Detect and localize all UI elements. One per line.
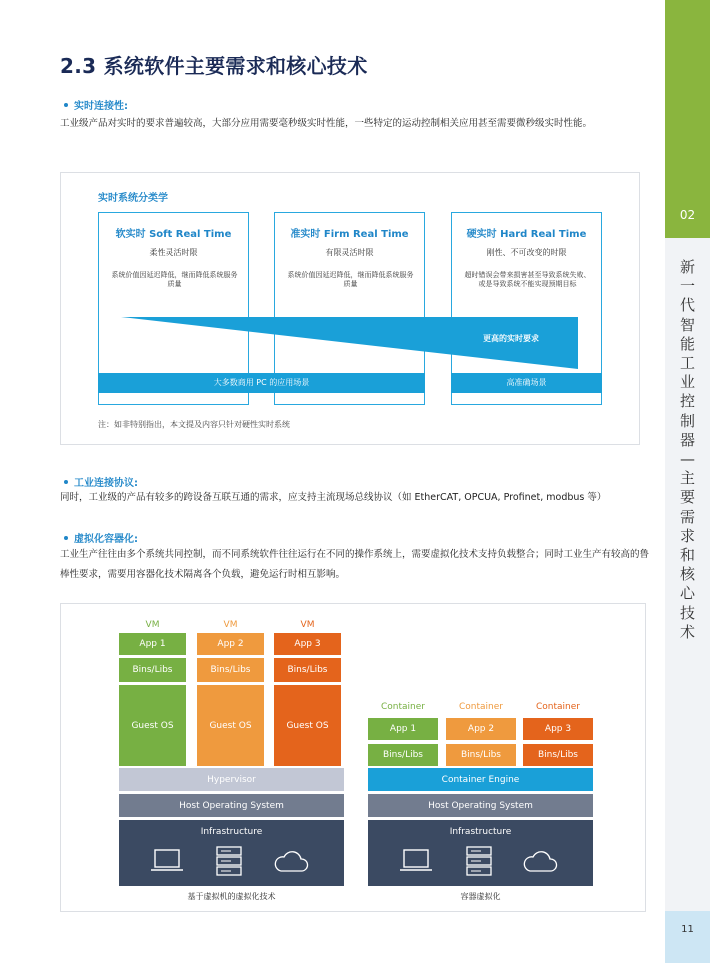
column-sub: 有限灵活时限 [325, 248, 374, 257]
container-label: Container [381, 702, 425, 712]
vm-label: VM [145, 620, 160, 630]
container-app: App 1 [368, 718, 438, 740]
page-number-box [665, 911, 710, 963]
virtualization-figure [60, 603, 646, 912]
wedge-label: 更高的实时要求 [483, 334, 539, 343]
column-desc: 系统价值因延迟降低，继而降低系统服务质量 [287, 271, 414, 288]
bullet-virtualization [64, 530, 138, 545]
vm-guest-os: Guest OS [274, 685, 341, 766]
host-os-layer: Host Operating System [368, 794, 593, 817]
paragraph-virtualization: 工业生产往往由多个系统共同控制，而不同系统软件往往运行在不同的操作系统上，需要虚拟化技术支持负载整合；同时工业生产有较高的鲁棒性要求，需要用容器化技术隔离各个负载，避免运行时相互影响。 [60, 549, 650, 580]
vm-bins: Bins/Libs [197, 658, 264, 682]
vm-app: App 2 [197, 633, 264, 655]
hypervisor-layer: Hypervisor [119, 768, 344, 791]
column-desc: 超时错误会带来损害甚至导致系统失败、或是导致系统不能实现预期目标 [464, 271, 591, 288]
section-heading: 2.3 系统软件主要需求和核心技术 [60, 54, 368, 78]
container-app: App 2 [446, 718, 516, 740]
container-app: App 3 [523, 718, 593, 740]
bullet-protocol [64, 474, 138, 489]
figure-note: 注：如非特别指出，本文提及内容只针对硬性实时系统 [98, 420, 290, 429]
column-heading: 硬实时 Hard Real Time [466, 229, 587, 240]
chapter-title: 新一代智能工业控制器—主要需求和核心技术 [679, 258, 695, 641]
paragraph-protocol: 同时，工业级的产品有较多的跨设备互联互通的需求，应支持主流现场总线协议（如 EtherCAT, OPCUA, Profinet, modbus 等） [60, 492, 607, 503]
container-label: Container [459, 702, 503, 712]
container-label: Container [536, 702, 580, 712]
bullet-dot [64, 103, 68, 107]
column-desc: 系统价值因延迟降低，继而降低系统服务质量 [111, 271, 238, 288]
vm-guest-os: Guest OS [119, 685, 186, 766]
chapter-sidebar [665, 0, 710, 963]
column-heading: 准实时 Firm Real Time [290, 229, 409, 240]
bullet-label: 工业连接协议: [74, 478, 138, 489]
column-heading: 软实时 Soft Real Time [115, 229, 232, 240]
container-bins: Bins/Libs [446, 744, 516, 766]
figure-title: 实时系统分类学 [98, 193, 168, 204]
server-icon [465, 846, 493, 876]
container-engine-layer: Container Engine [368, 768, 593, 791]
infrastructure-layer: Infrastructure [119, 820, 344, 886]
vm-app: App 1 [119, 633, 186, 655]
page-number: 11 [681, 924, 694, 935]
column-sub: 柔性灵活时限 [149, 248, 198, 257]
vm-bins: Bins/Libs [119, 658, 186, 682]
infrastructure-layer: Infrastructure [368, 820, 593, 886]
paragraph-realtime: 工业级产品对实时的要求普遍较高，大部分应用需要毫秒级实时性能，一些特定的运动控制相关应用甚至需要微秒级实时性能。 [60, 118, 593, 129]
container-bins: Bins/Libs [523, 744, 593, 766]
bullet-realtime [64, 97, 128, 112]
bar-commercial-pc: 大多数商用 PC 的应用场景 [98, 373, 425, 393]
vm-guest-os: Guest OS [197, 685, 264, 766]
host-os-layer: Host Operating System [119, 794, 344, 817]
bar-high-accuracy: 高准确场景 [451, 373, 602, 393]
chapter-accent [665, 0, 710, 238]
caption-vm: 基于虚拟机的虚拟化技术 [187, 892, 276, 901]
chapter-number: 02 [679, 208, 696, 222]
bullet-label: 实时连接性: [74, 101, 128, 112]
bullet-dot [64, 480, 68, 484]
vm-bins: Bins/Libs [274, 658, 341, 682]
cloud-icon [273, 850, 309, 874]
vm-app: App 3 [274, 633, 341, 655]
vm-label: VM [300, 620, 315, 630]
server-icon [215, 846, 243, 876]
caption-container: 容器虚拟化 [460, 892, 501, 901]
column-sub: 刚性、不可改变的时限 [486, 248, 567, 257]
realtime-taxonomy-figure [60, 172, 640, 445]
container-bins: Bins/Libs [368, 744, 438, 766]
laptop-icon [151, 848, 183, 874]
vm-label: VM [223, 620, 238, 630]
bullet-dot [64, 536, 68, 540]
cloud-icon [522, 850, 558, 874]
laptop-icon [400, 848, 432, 874]
bullet-label: 虚拟化容器化: [74, 534, 138, 545]
